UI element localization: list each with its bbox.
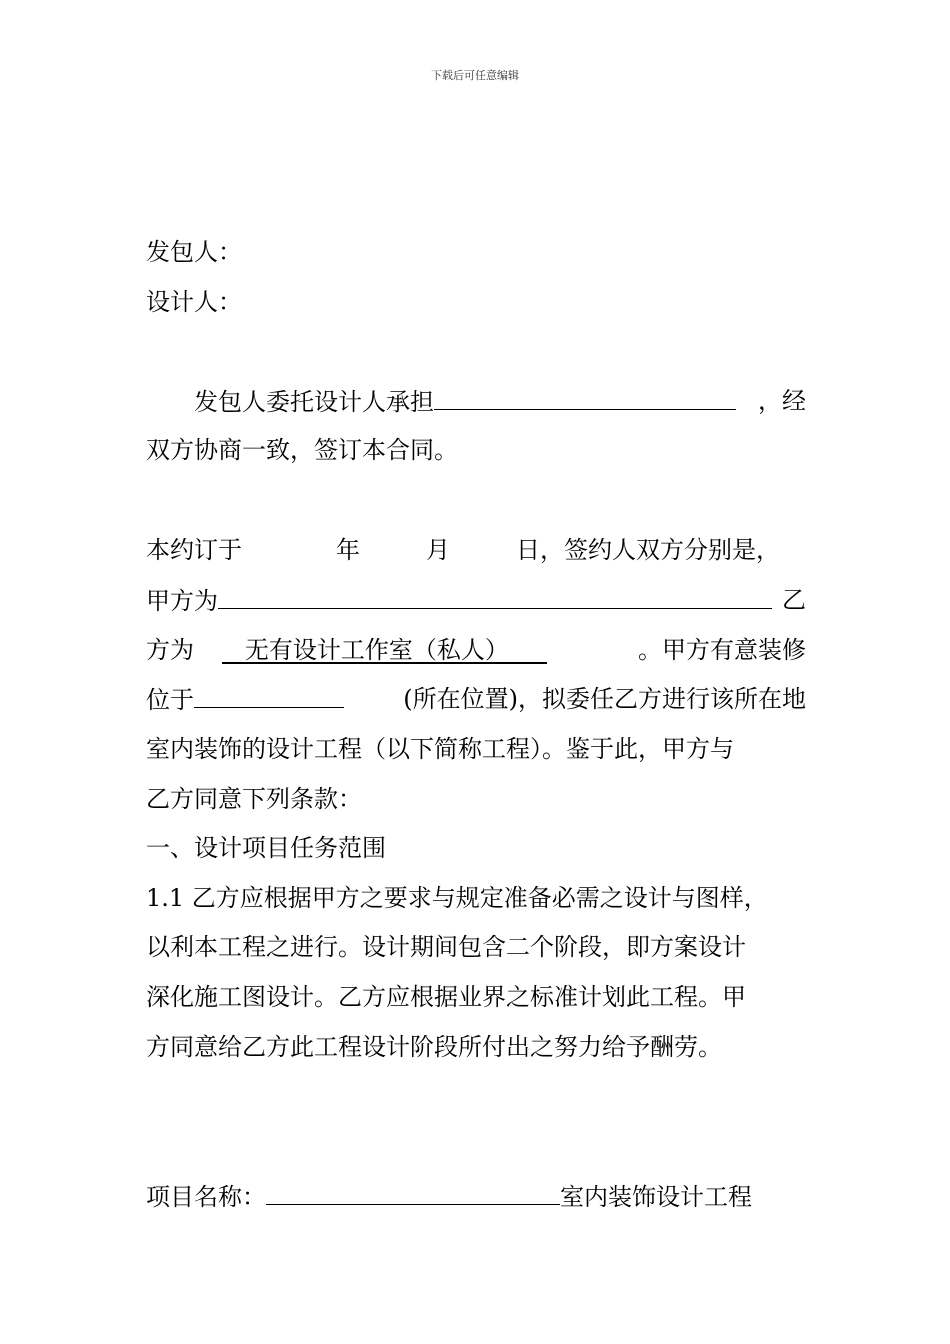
party-a-line: [146, 584, 806, 617]
day-suffix: 日，签约人双方分别是，: [516, 536, 780, 564]
project-name-value: 室内装饰设计工程: [560, 1183, 752, 1211]
agreement-line-6: 乙方同意下列条款：: [146, 785, 362, 813]
project-name-label: 项目名称：: [146, 1183, 266, 1211]
section-1-title: 一、设计项目任务范围: [146, 834, 386, 862]
location-line: [146, 683, 806, 716]
intro-comma: ，经: [758, 387, 806, 415]
agreement-line-5: 室内装饰的设计工程（以下简称工程）。鉴于此，甲方与: [146, 735, 734, 763]
month-label: 月: [426, 536, 450, 564]
date-line: [146, 534, 806, 566]
clause-line: 1.1 乙方应根据甲方之要求与规定准备必需之设计与图样，: [146, 884, 768, 912]
location-prefix: 位于: [146, 686, 194, 714]
project-name-line: [146, 1180, 806, 1213]
party-b-line: [146, 634, 806, 666]
intro-line-1: [146, 385, 806, 418]
page-header: 下载后可任意编辑: [431, 69, 519, 82]
clause-line: 方同意给乙方此工程设计阶段所付出之努力给予酬劳。: [146, 1033, 722, 1061]
party-b-suffix: 。甲方有意装修: [638, 636, 806, 664]
clause-line: 深化施工图设计。乙方应根据业界之标准计划此工程。甲: [146, 983, 746, 1011]
location-blank: [194, 683, 344, 708]
year-label: 年: [336, 536, 360, 564]
intro-line-2: 双方协商一致，签订本合同。: [146, 436, 458, 464]
party-a-suffix: 乙: [782, 586, 806, 614]
date-prefix: 本约订于: [146, 536, 242, 564]
intro-text: 发包人委托设计人承担: [194, 388, 434, 416]
client-label: 发包人：: [146, 238, 242, 266]
project-blank: [434, 385, 736, 410]
party-a-prefix: 甲方为: [146, 587, 218, 615]
location-suffix: (所在位置)，拟委任乙方进行该所在地: [403, 685, 806, 713]
party-a-blank: [218, 584, 772, 609]
party-b-name: 无有设计工作室（私人）: [222, 636, 548, 664]
clause-line: 以利本工程之进行。设计期间包含二个阶段，即方案设计: [146, 933, 746, 961]
designer-label: 设计人：: [146, 288, 242, 316]
party-b-prefix: 方为: [146, 636, 194, 664]
project-name-blank: [266, 1180, 560, 1205]
